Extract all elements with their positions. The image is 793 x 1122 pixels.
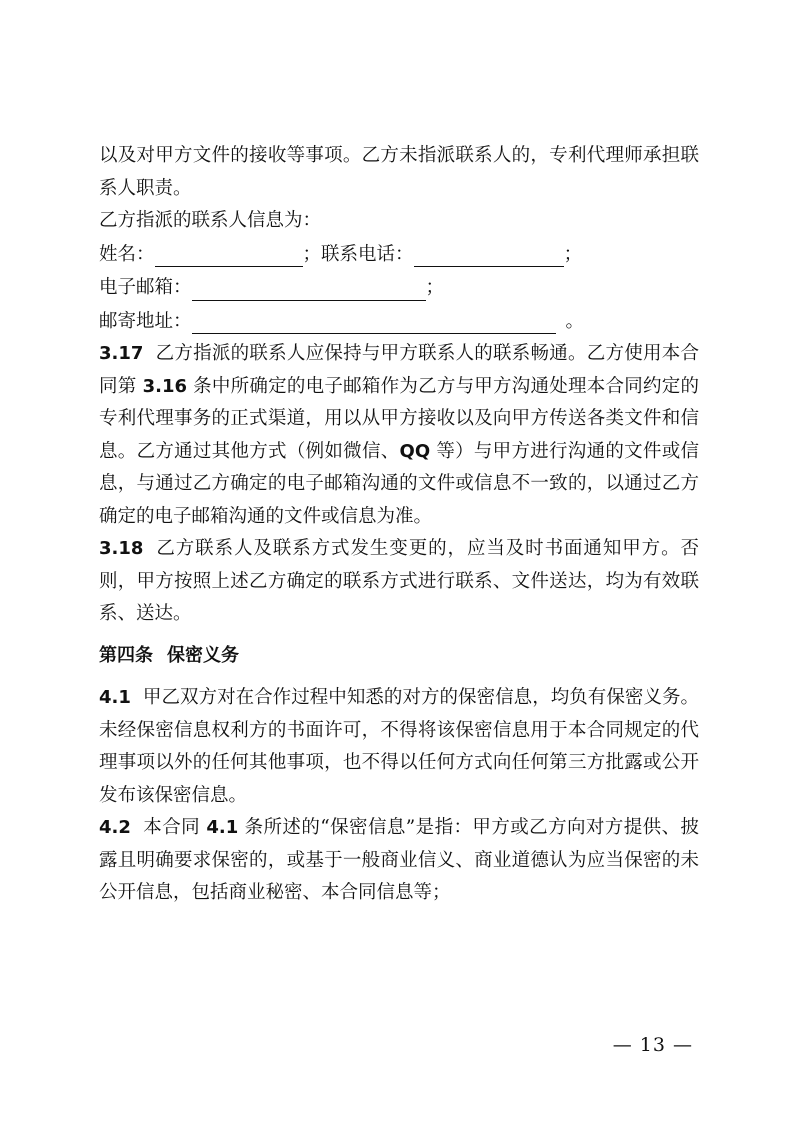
contact-info-text: 乙方指派的联系人信息为： [99,210,322,231]
clause-number: 4.2 [99,817,131,838]
address-line [99,306,699,339]
section-title: 保密义务 [167,644,239,666]
phone-label: 联系电话： [321,243,414,265]
address-label: 邮寄地址： [99,310,192,332]
name-phone-line [99,239,699,272]
clause-number: 3.18 [99,538,144,559]
phone-blank-field[interactable] [414,242,564,267]
name-blank-field[interactable] [155,242,303,267]
clause-text: 甲乙双方对在合作过程中知悉的对方的保密信息，均负有保密义务。未经保密信息权利方的书面许可，不得将该保密信息用于本合同规定的代理事项以外的任何其他事项，也不得以任何方式向任何第三方批露或公开发布该保密信息。 [99,687,699,806]
clause-text: 条所述的“保密信息”是指：甲方或乙方向对方提供、披露且明确要求保密的，或基于一般商业信义、商业道德认为应当保密的未公开信息，包括商业秘密、本合同信息等； [99,817,699,903]
clause-3-18 [99,533,699,631]
intro-text: 以及对甲方文件的接收等事项。乙方未指派联系人的，专利代理师承担联系人职责。 [99,145,699,199]
email-label: 电子邮箱： [99,277,192,298]
clause-text: 条中所确定的电子邮箱作为乙方与甲方沟通处理本合同约定的专利代理事务的正式渠道，用以从甲方接收以及向甲方传送各类文件和信息。乙方通过其他方式（例如微信、 [99,375,699,462]
intro-paragraph [99,140,699,205]
address-blank-field[interactable] [192,309,556,334]
clause-reference: 4.1 [206,817,239,838]
document-body [99,140,699,910]
email-end: ； [425,277,445,298]
email-line [99,272,699,305]
page-number: — 13 — [612,1034,693,1056]
clause-4-2 [99,812,699,910]
name-colon: ： [136,243,155,265]
section-heading [99,640,699,673]
clause-text: 等）与甲方进行沟通的文件或信息，与通过乙方确定的电子邮箱沟通的文件或信息不一致的，以通过乙方确定的电子邮箱沟通的文件或信息为准。 [99,440,699,527]
phone-end: ； [563,243,583,265]
contact-info-label [99,205,699,238]
address-end: 。 [565,310,585,332]
clause-4-1 [99,682,699,812]
clause-number: 4.1 [99,687,131,708]
clause-text: 乙方联系人及联系方式发生变更的，应当及时书面通知甲方。否则，甲方按照上述乙方确定的联系方式进行联系、文件送达，均为有效联系、送达。 [99,538,699,624]
qq-text: QQ [399,440,431,462]
email-blank-field[interactable] [192,276,426,301]
name-separator: ； [302,243,322,265]
clause-3-17 [99,338,699,533]
name-label: 姓名 [99,243,137,265]
section-number: 第四条 [99,644,153,666]
clause-number: 3.17 [99,343,144,364]
clause-text: 乙方指派的联系人应保持与甲方联系人的联系畅通。乙方使用本合同第 [99,343,699,397]
clause-text: 本合同 [142,817,201,838]
clause-reference: 3.16 [142,375,188,397]
